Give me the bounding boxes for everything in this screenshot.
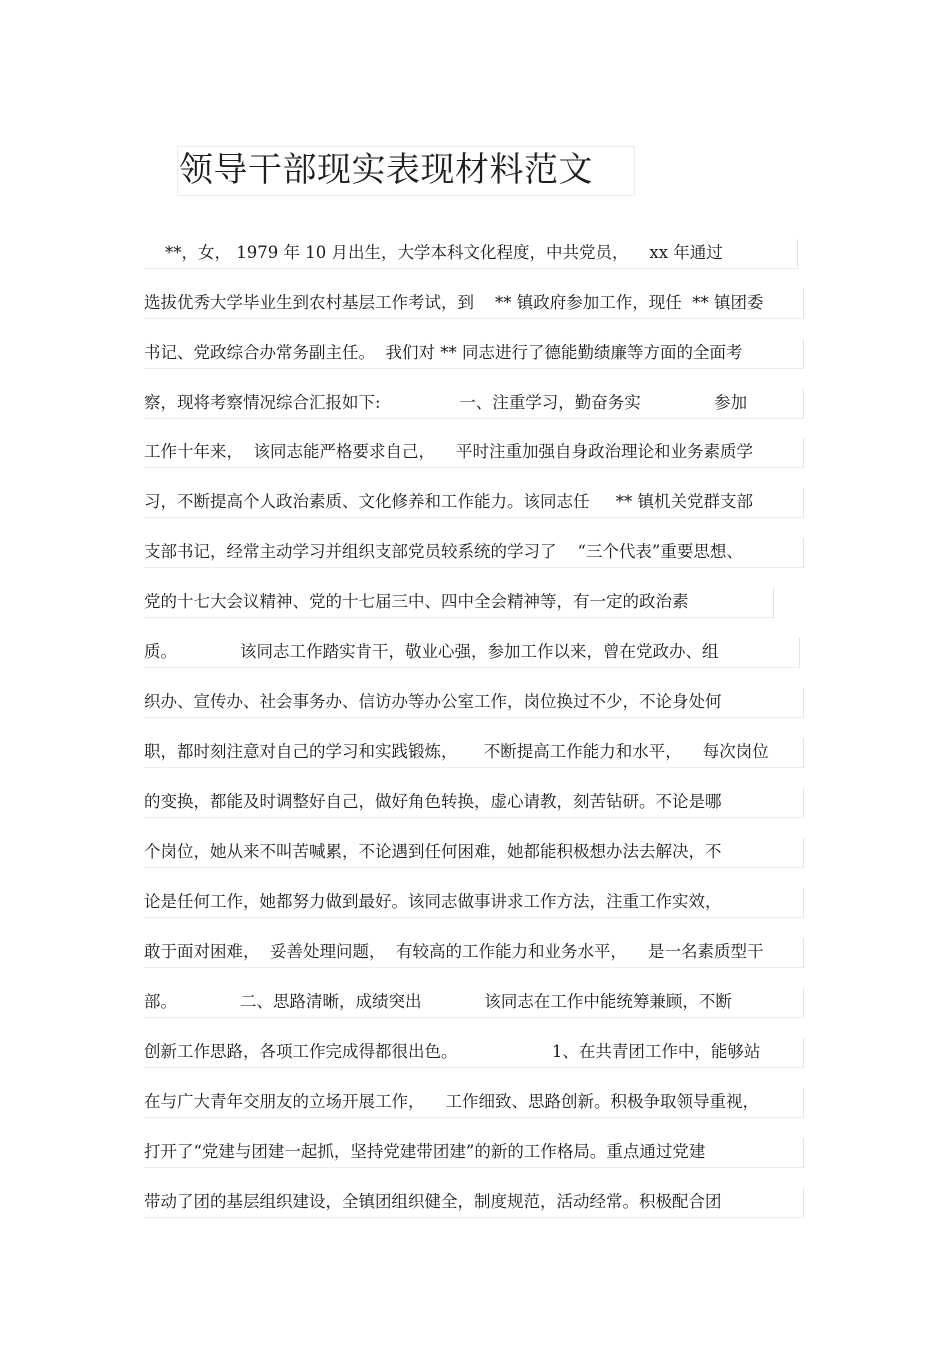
document-title: 领导干部现实表现材料范文 xyxy=(179,150,593,190)
text-line: 在与广大青年交朋友的立场开展工作， 工作细致、思路创新。积极争取领导重视， xyxy=(144,1088,804,1118)
text-line: 质。 该同志工作踏实肯干，敬业心强，参加工作以来，曾在党政办、组 xyxy=(144,638,800,668)
text-line: 打开了“党建与团建一起抓，坚持党建带团建”的新的工作格局。重点通过党建 xyxy=(144,1138,804,1168)
text-line: 的变换，都能及时调整好自己，做好角色转换，虚心请教，刻苦钻研。不论是哪 xyxy=(144,788,804,818)
text-line: 党的十七大会议精神、党的十七届三中、四中全会精神等，有一定的政治素 xyxy=(144,588,774,618)
text-line: 敢于面对困难， 妥善处理问题， 有较高的工作能力和业务水平， 是一名素质型干 xyxy=(144,938,804,968)
text-line: 织办、宣传办、社会事务办、信访办等办公室工作，岗位换过不少，不论身处何 xyxy=(144,688,804,718)
text-line: 书记、党政综合办常务副主任。 我们对 ** 同志进行了德能勤绩廉等方面的全面考 xyxy=(144,339,804,369)
text-line: 带动了团的基层组织建设，全镇团组织健全，制度规范，活动经常。积极配合团 xyxy=(144,1188,804,1218)
text-line: **，女， 1979 年 10 月出生，大学本科文化程度，中共党员， xx 年通过 xyxy=(144,239,798,269)
text-line: 支部书记，经常主动学习并组织支部党员较系统的学习了 “三个代表”重要思想、 xyxy=(144,538,804,568)
text-line: 创新工作思路，各项工作完成得都很出色。 1、在共青团工作中，能够站 xyxy=(144,1038,804,1068)
text-line: 个岗位，她从来不叫苦喊累，不论遇到任何困难，她都能积极想办法去解决，不 xyxy=(144,838,804,868)
text-line: 习，不断提高个人政治素质、文化修养和工作能力。该同志任 ** 镇机关党群支部 xyxy=(144,488,804,518)
text-line: 察，现将考察情况综合汇报如下: 一、注重学习，勤奋务实 参加 xyxy=(144,389,804,419)
text-line: 部。 二、思路清晰，成绩突出 该同志在工作中能统筹兼顾，不断 xyxy=(144,988,804,1018)
text-line: 职，都时刻注意对自己的学习和实践锻炼， 不断提高工作能力和水平， 每次岗位 xyxy=(144,738,804,768)
text-line: 选拔优秀大学毕业生到农村基层工作考试，到 ** 镇政府参加工作，现任 ** 镇团委 xyxy=(144,289,804,319)
text-line: 工作十年来， 该同志能严格要求自己， 平时注重加强自身政治理论和业务素质学 xyxy=(144,438,804,468)
text-line: 论是任何工作，她都努力做到最好。该同志做事讲求工作方法，注重工作实效， xyxy=(144,888,804,918)
